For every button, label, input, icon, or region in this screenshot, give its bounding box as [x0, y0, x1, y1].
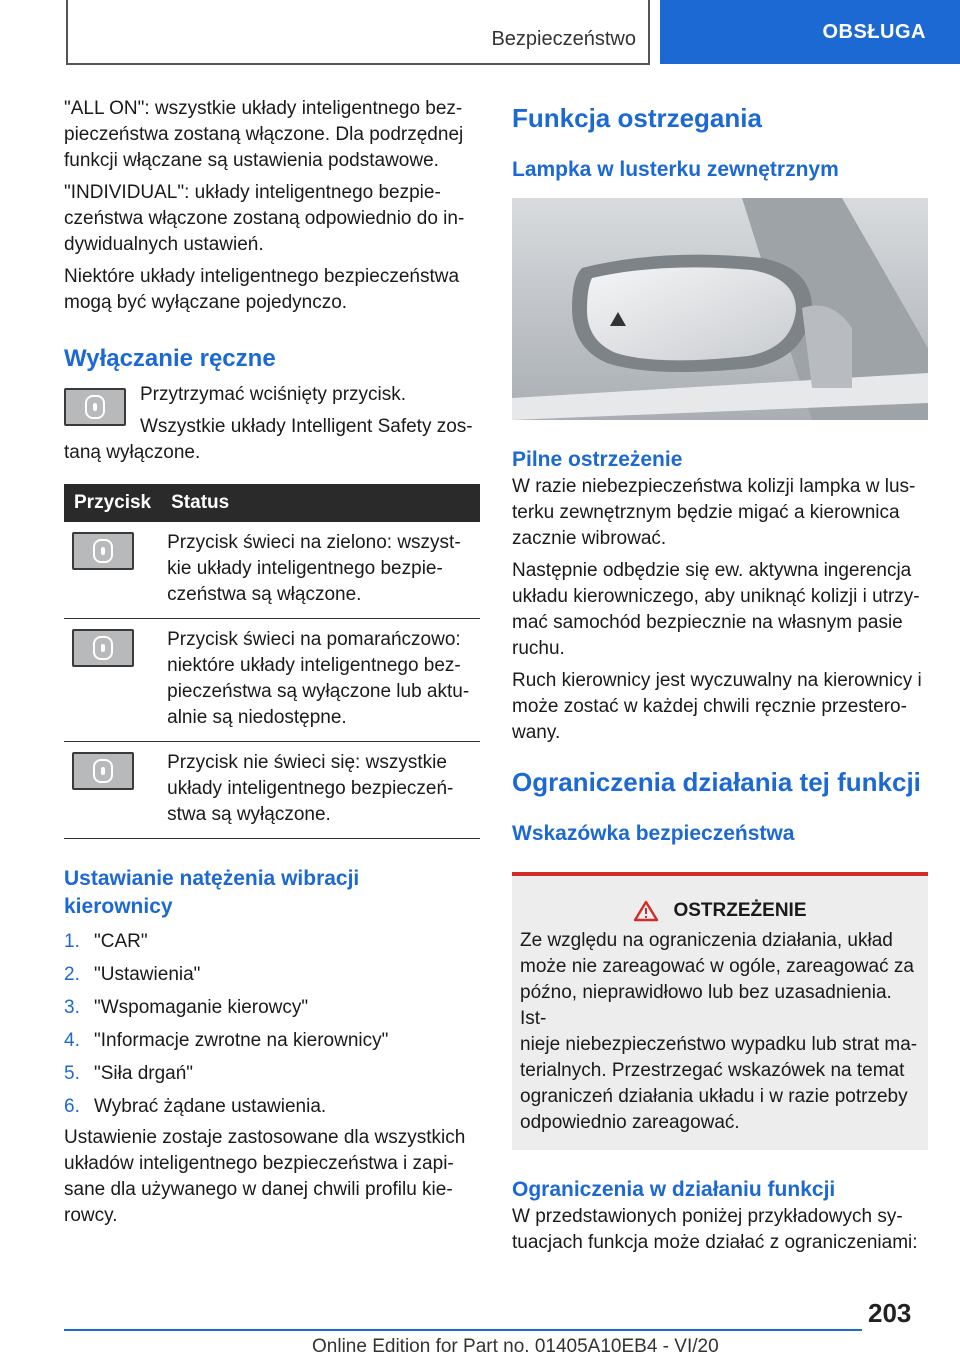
intelligent-safety-button-icon	[72, 752, 134, 790]
left-column	[64, 96, 480, 1235]
intro-single: Niektóre układy inteligentnego bezpieczeństwa mogą być wyłączane pojedynczo.	[64, 266, 460, 313]
footer-rule	[64, 1329, 862, 1331]
heading-vibration	[64, 865, 480, 921]
warning-text: Ze względu na ograniczenia działania, układ może nie zareagować w ogóle, zareagować za późno, nieprawidłowo lub bez uzasadnienia. Ist- nieje niebezpieczeństwo wypadku lub strat ma- terialnych. Przestrzegać wskazówek na temat ograniczeń działania układu i w razie potrzeby odpowiednio zareagować.	[520, 930, 918, 1133]
steps-list	[64, 925, 480, 1123]
page-number: 203	[868, 1298, 912, 1328]
table-row	[64, 742, 480, 839]
warning-title: OSTRZEŻENIE	[673, 900, 807, 921]
heading-function-limits-2: Ograniczenia w działaniu funkcji	[512, 1178, 836, 1201]
table-cell-status: Przycisk nie świeci się: wszystkie układy inteligentnego bezpieczeń- stwa są wyłączone.	[161, 742, 480, 839]
heading-urgent-warning: Pilne ostrzeżenie	[512, 448, 683, 471]
step-text: "Wspomaganie kierowcy"	[94, 997, 309, 1018]
step-number: 3.	[64, 997, 80, 1018]
header-rule-left	[66, 0, 68, 64]
urgent-paragraph-2: Następnie odbędzie się ew. aktywna ingerencja układu kierowniczego, aby uniknąć kolizji i utrzy- mać samochód bezpiecznie na własnym pasie ruchu.	[512, 560, 920, 659]
table-cell-status: Przycisk świeci na pomarańczowo: niektóre układy inteligentnego bez- pieczeństwa są wyłączone lub aktu- alnie są niedostępne.	[161, 619, 480, 742]
step-number: 2.	[64, 964, 80, 985]
right-column	[512, 96, 928, 1262]
col-header-button: Przycisk	[64, 484, 161, 522]
step-text: Wybrać żądane ustawienia.	[94, 1096, 327, 1117]
table-row	[64, 619, 480, 742]
urgent-paragraph-3: Ruch kierownicy jest wyczuwalny na kierownicy i może zostać w każdej chwili ręcznie przestero- wany.	[512, 670, 922, 743]
footer-edition: Online Edition for Part no. 01405A10EB4 - VI/20	[312, 1336, 719, 1357]
status-table	[64, 484, 480, 839]
table-cell-icon	[64, 619, 161, 742]
limits-paragraph: W przedstawionych poniżej przykładowych sy- tuacjach funkcja może działać z ograniczeniami:	[512, 1206, 918, 1253]
step-text: "CAR"	[94, 931, 148, 952]
table-row	[64, 522, 480, 619]
status-table-header	[64, 484, 480, 522]
intelligent-safety-button-icon	[64, 388, 126, 426]
manual-off-block	[64, 382, 480, 440]
step-number: 1.	[64, 931, 80, 952]
heading-warning-function: Funkcja ostrzegania	[512, 103, 762, 133]
list-item	[64, 991, 480, 1024]
intro-individual: "INDIVIDUAL": układy inteligentnego bezpie- czeństwa włączone zostaną odpowiednio do in- dywidualnych ustawień.	[64, 182, 465, 255]
heading-vibration-line1: Ustawianie natężenia wibracji	[64, 867, 360, 890]
step-number: 4.	[64, 1030, 80, 1051]
warning-title-row	[520, 900, 920, 922]
heading-safety-note: Wskazówka bezpieczeństwa	[512, 822, 795, 845]
list-item	[64, 1024, 480, 1057]
header-section-title: Bezpieczeństwo	[491, 28, 636, 50]
manual-result-line2: taną wyłączone.	[64, 442, 201, 463]
manual-step: Przytrzymać wciśnięty przycisk.	[140, 384, 407, 405]
intro-all-on: "ALL ON": wszystkie układy inteligentnego bez- pieczeństwa zostaną włączone. Dla podrzędnej funkcji włączane są ustawienia podstawowe.	[64, 98, 464, 171]
step-number: 5.	[64, 1063, 80, 1084]
step-text: "Ustawienia"	[94, 964, 201, 985]
intelligent-safety-button-icon	[72, 532, 134, 570]
header-chapter-label: OBSŁUGA	[822, 20, 926, 43]
side-mirror-illustration	[512, 198, 928, 420]
intelligent-safety-button-icon	[72, 629, 134, 667]
header-chapter-tab[interactable]	[660, 0, 960, 64]
warning-box	[512, 872, 928, 1150]
heading-function-limits: Ograniczenia działania tej funkcji	[512, 767, 921, 797]
step-number: 6.	[64, 1096, 80, 1117]
list-item	[64, 958, 480, 991]
step-text: "Siła drgań"	[94, 1063, 194, 1084]
manual-result-line1: Wszystkie układy Intelligent Safety zos-	[140, 416, 473, 437]
table-cell-status: Przycisk świeci na zielono: wszyst- kie układy inteligentnego bezpie- czeństwa są włączone.	[161, 522, 480, 619]
list-item	[64, 925, 480, 958]
heading-mirror-lamp: Lampka w lusterku zewnętrznym	[512, 158, 839, 181]
urgent-paragraph-1: W razie niebezpieczeństwa kolizji lampka w lus- terku zewnętrznym będzie migać a kierownica zacznie wibrować.	[512, 476, 916, 549]
list-item	[64, 1090, 480, 1123]
header-rule-bottom	[66, 63, 650, 65]
mirror-lamp-image	[512, 198, 928, 420]
heading-vibration-line2: kierownicy	[64, 895, 173, 918]
col-header-status: Status	[161, 484, 480, 522]
heading-manual-off: Wyłączanie ręczne	[64, 345, 276, 372]
vibration-outro: Ustawienie zostaje zastosowane dla wszystkich układów inteligentnego bezpieczeństwa i zapi- sane dla używanego w danej chwili profilu kie- rowcy.	[64, 1127, 466, 1226]
step-text: "Informacje zwrotne na kierownicy"	[94, 1030, 389, 1051]
table-cell-icon	[64, 742, 161, 839]
header-rule-right	[648, 0, 650, 64]
table-cell-icon	[64, 522, 161, 619]
warning-triangle-icon	[633, 900, 659, 922]
list-item	[64, 1057, 480, 1090]
